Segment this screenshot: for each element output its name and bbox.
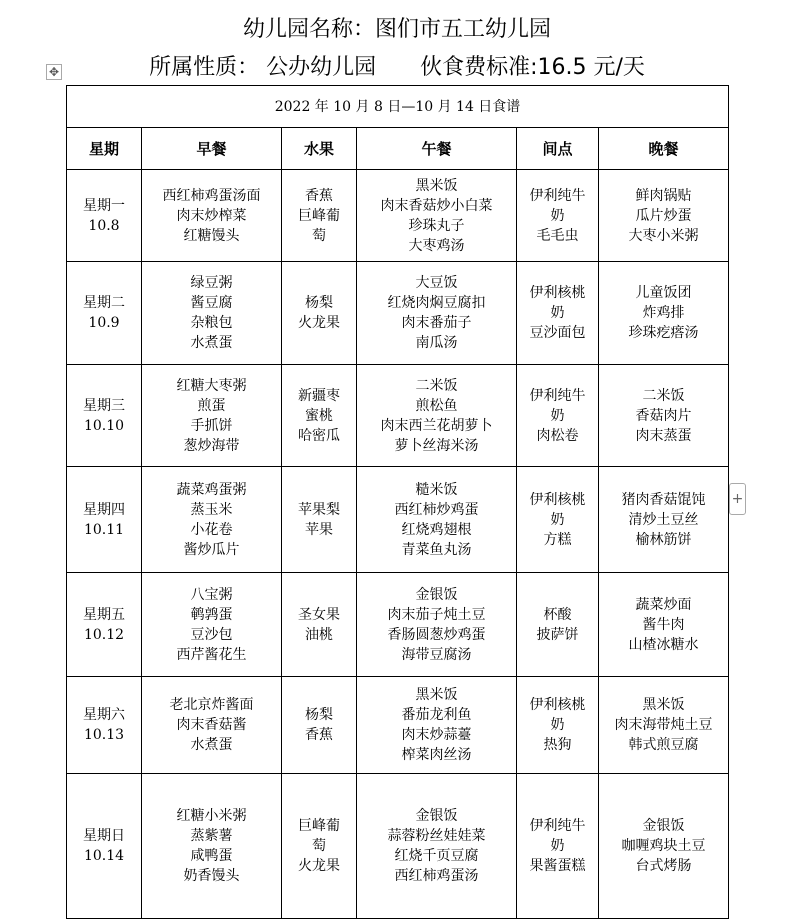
col-header-fruit: 水果 <box>282 128 357 170</box>
snack-line: 豆沙面包 <box>529 325 586 341</box>
menu-row <box>67 677 729 774</box>
lunch-cell <box>357 365 517 467</box>
fruit-line: 杨梨 <box>305 707 333 723</box>
menu-row <box>67 774 729 919</box>
snack-line: 奶 <box>550 207 565 224</box>
dinner-line: 咖喱鸡块土豆 <box>621 838 706 854</box>
lunch-line: 红烧肉焖豆腐扣 <box>387 295 486 311</box>
breakfast-cell <box>142 170 282 262</box>
breakfast-line: 红糖馒头 <box>183 227 240 244</box>
menu-row <box>67 262 729 365</box>
snack-line: 方糕 <box>543 531 572 548</box>
week-title-row <box>67 86 729 128</box>
fruit-line: 杨梨 <box>305 295 333 311</box>
lunch-line: 肉末炒蒜薹 <box>401 727 472 743</box>
fruit-cell <box>282 677 357 774</box>
lunch-line: 肉末西兰花胡萝卜 <box>380 417 493 434</box>
breakfast-cell <box>142 262 282 365</box>
breakfast-line: 煎蛋 <box>197 397 226 414</box>
dinner-cell <box>599 262 729 365</box>
fruit-line: 香蕉 <box>305 187 333 204</box>
menu-row <box>67 365 729 467</box>
breakfast-line: 小花卷 <box>190 521 233 538</box>
lunch-line: 榨菜肉丝汤 <box>401 747 472 763</box>
col-header-snack: 间点 <box>517 128 599 170</box>
day-cell <box>67 262 142 365</box>
breakfast-line: 水煮蛋 <box>190 737 233 753</box>
lunch-line: 金银饭 <box>415 808 458 824</box>
breakfast-line: 八宝粥 <box>190 586 233 603</box>
snack-line: 奶 <box>550 511 565 528</box>
snack-cell <box>517 467 599 573</box>
header-info-line <box>0 50 794 81</box>
lunch-line: 煎松鱼 <box>415 397 458 414</box>
day-line: 10.8 <box>88 217 120 234</box>
fruit-line: 巨峰葡 <box>298 207 340 224</box>
dinner-cell <box>599 573 729 677</box>
lunch-line: 糙米饭 <box>415 481 458 498</box>
lunch-cell <box>357 774 517 919</box>
fruit-line: 蜜桃 <box>305 407 333 424</box>
lunch-line: 红烧鸡翅根 <box>401 521 472 538</box>
snack-line: 伊利纯牛 <box>529 387 586 404</box>
dinner-line: 儿童饭团 <box>635 285 692 301</box>
breakfast-cell <box>142 365 282 467</box>
lunch-line: 黑米饭 <box>415 177 458 194</box>
breakfast-line: 水煮蛋 <box>190 335 233 351</box>
lunch-line: 珍珠丸子 <box>408 217 465 234</box>
fruit-line: 圣女果 <box>298 606 340 623</box>
menu-body <box>67 170 729 919</box>
fruit-cell <box>282 365 357 467</box>
snack-cell <box>517 573 599 677</box>
column-header-row <box>67 128 729 170</box>
lunch-cell <box>357 170 517 262</box>
fruit-line: 苹果 <box>305 521 333 538</box>
dinner-line: 猪肉香菇馄饨 <box>621 491 706 508</box>
snack-line: 奶 <box>550 407 565 424</box>
fruit-cell <box>282 262 357 365</box>
day-line: 10.10 <box>83 417 125 434</box>
fruit-line: 巨峰葡 <box>298 818 340 834</box>
dinner-line: 黑米饭 <box>642 697 685 713</box>
breakfast-line: 蒸玉米 <box>190 501 233 518</box>
day-cell <box>67 774 142 919</box>
kindergarten-name: 幼儿园名称：图们市五工幼儿园 <box>242 17 551 42</box>
col-header-dinner: 晚餐 <box>599 128 729 170</box>
lunch-line: 二米饭 <box>415 377 458 394</box>
snack-cell <box>517 365 599 467</box>
lunch-line: 番茄龙利鱼 <box>401 707 472 723</box>
lunch-line: 黑米饭 <box>415 687 458 703</box>
breakfast-line: 咸鸭蛋 <box>190 848 233 864</box>
breakfast-line: 奶香馒头 <box>183 868 240 884</box>
snack-cell <box>517 677 599 774</box>
day-line: 星期五 <box>83 606 125 623</box>
snack-line: 伊利纯牛 <box>529 187 586 204</box>
snack-cell <box>517 262 599 365</box>
day-line: 10.9 <box>88 315 120 331</box>
move-icon[interactable]: ✥ <box>46 64 62 80</box>
day-cell <box>67 365 142 467</box>
meal-fee-label: 伙食费标准:16.5 元/天 <box>420 55 645 80</box>
dinner-line: 大枣小米粥 <box>628 227 699 244</box>
lunch-line: 萝卜丝海米汤 <box>394 437 479 454</box>
day-line: 10.14 <box>83 848 125 864</box>
snack-line: 热狗 <box>543 737 572 753</box>
day-line: 星期四 <box>83 501 125 518</box>
lunch-line: 肉末茄子炖土豆 <box>387 606 486 623</box>
snack-line: 肉松卷 <box>536 427 579 444</box>
lunch-line: 南瓜汤 <box>415 335 458 351</box>
fruit-line: 新疆枣 <box>298 387 340 404</box>
lunch-cell <box>357 573 517 677</box>
breakfast-cell <box>142 677 282 774</box>
menu-table <box>66 85 729 919</box>
lunch-cell <box>357 677 517 774</box>
day-cell <box>67 170 142 262</box>
lunch-line: 大豆饭 <box>415 275 458 291</box>
menu-row <box>67 467 729 573</box>
dinner-line: 酱牛肉 <box>642 616 685 633</box>
day-line: 10.11 <box>83 521 125 538</box>
lunch-line: 西红柿鸡蛋汤 <box>394 868 479 884</box>
fruit-line: 萄 <box>312 227 326 244</box>
breakfast-line: 豆沙包 <box>190 626 233 643</box>
dinner-line: 山楂冰糖水 <box>628 636 699 653</box>
snack-line: 披萨饼 <box>536 626 579 643</box>
menu-row <box>67 573 729 677</box>
day-cell <box>67 677 142 774</box>
snack-line: 伊利核桃 <box>529 285 586 301</box>
day-line: 星期日 <box>83 828 125 844</box>
breakfast-cell <box>142 467 282 573</box>
breakfast-line: 绿豆粥 <box>190 275 233 291</box>
snack-line: 奶 <box>550 305 565 321</box>
breakfast-line: 红糖小米粥 <box>176 808 247 824</box>
lunch-line: 海带豆腐汤 <box>401 646 472 663</box>
breakfast-line: 西芹酱花生 <box>176 646 247 663</box>
breakfast-cell <box>142 573 282 677</box>
breakfast-line: 老北京炸酱面 <box>169 697 254 713</box>
day-line: 10.12 <box>83 626 125 643</box>
snack-line: 伊利纯牛 <box>529 818 586 834</box>
plus-icon[interactable]: + <box>729 483 746 515</box>
fruit-cell <box>282 573 357 677</box>
day-line: 星期六 <box>83 707 125 723</box>
fruit-cell <box>282 467 357 573</box>
lunch-line: 金银饭 <box>415 586 458 603</box>
dinner-line: 肉末蒸蛋 <box>635 427 692 444</box>
lunch-line: 红烧千页豆腐 <box>394 848 479 864</box>
day-line: 星期一 <box>83 197 125 214</box>
dinner-line: 珍珠疙瘩汤 <box>628 325 699 341</box>
breakfast-line: 酱豆腐 <box>190 295 233 311</box>
dinner-cell <box>599 774 729 919</box>
dinner-cell <box>599 677 729 774</box>
day-cell <box>67 467 142 573</box>
snack-line: 奶 <box>550 838 565 854</box>
col-header-lunch: 午餐 <box>357 128 517 170</box>
snack-cell <box>517 170 599 262</box>
breakfast-line: 肉末炒榨菜 <box>176 207 247 224</box>
dinner-line: 蔬菜炒面 <box>635 596 692 613</box>
nature-label: 所属性质： 公办幼儿园 <box>149 55 377 80</box>
lunch-line: 青菜鱼丸汤 <box>401 541 472 558</box>
fruit-cell <box>282 774 357 919</box>
dinner-cell <box>599 365 729 467</box>
dinner-cell <box>599 170 729 262</box>
fruit-line: 苹果梨 <box>298 501 340 518</box>
dinner-line: 台式烤肠 <box>635 858 692 874</box>
fruit-cell <box>282 170 357 262</box>
breakfast-line: 西红柿鸡蛋汤面 <box>162 187 261 204</box>
breakfast-line: 手抓饼 <box>190 417 233 434</box>
snack-line: 奶 <box>550 717 565 733</box>
week-title: 2022 年 10 月 8 日—10 月 14 日食谱 <box>67 86 729 128</box>
day-cell <box>67 573 142 677</box>
dinner-line: 韩式煎豆腐 <box>628 737 699 753</box>
col-header-breakfast: 早餐 <box>142 128 282 170</box>
dinner-line: 鲜肉锅贴 <box>635 187 692 204</box>
snack-line: 毛毛虫 <box>536 227 579 244</box>
breakfast-cell <box>142 774 282 919</box>
lunch-line: 西红柿炒鸡蛋 <box>394 501 479 518</box>
snack-line: 伊利核桃 <box>529 491 586 508</box>
lunch-cell <box>357 467 517 573</box>
fruit-line: 火龙果 <box>298 858 340 874</box>
dinner-line: 榆林筋饼 <box>635 531 692 548</box>
day-line: 星期二 <box>83 295 125 311</box>
snack-line: 果酱蛋糕 <box>529 858 586 874</box>
snack-line: 杯酸 <box>543 606 572 623</box>
breakfast-line: 红糖大枣粥 <box>176 377 247 394</box>
breakfast-line: 酱炒瓜片 <box>183 541 240 558</box>
menu-row <box>67 170 729 262</box>
lunch-line: 肉末番茄子 <box>401 315 472 331</box>
fruit-line: 火龙果 <box>298 315 340 331</box>
lunch-line: 大枣鸡汤 <box>408 237 465 254</box>
fruit-line: 香蕉 <box>305 727 333 743</box>
dinner-line: 香菇肉片 <box>635 407 692 424</box>
dinner-line: 清炒土豆丝 <box>628 511 699 528</box>
dinner-line: 金银饭 <box>642 818 685 834</box>
snack-line: 伊利核桃 <box>529 697 586 713</box>
dinner-line: 瓜片炒蛋 <box>635 207 692 224</box>
day-line: 10.13 <box>83 727 125 743</box>
day-line: 星期三 <box>83 397 125 414</box>
breakfast-line: 鹌鹑蛋 <box>190 606 233 623</box>
dinner-line: 炸鸡排 <box>642 305 685 321</box>
breakfast-line: 肉末香菇酱 <box>176 717 247 733</box>
fruit-line: 哈密瓜 <box>298 427 340 444</box>
dinner-line: 二米饭 <box>642 387 685 404</box>
breakfast-line: 蔬菜鸡蛋粥 <box>176 481 247 498</box>
breakfast-line: 葱炒海带 <box>183 437 240 454</box>
lunch-line: 香肠圆葱炒鸡蛋 <box>387 626 486 643</box>
dinner-cell <box>599 467 729 573</box>
lunch-line: 蒜蓉粉丝娃娃菜 <box>387 828 486 844</box>
dinner-line: 肉末海带炖土豆 <box>614 717 713 733</box>
fruit-line: 萄 <box>312 838 326 854</box>
snack-cell <box>517 774 599 919</box>
lunch-cell <box>357 262 517 365</box>
breakfast-line: 蒸紫薯 <box>190 828 233 844</box>
breakfast-line: 杂粮包 <box>190 315 233 331</box>
fruit-line: 油桃 <box>305 626 333 643</box>
col-header-day: 星期 <box>67 128 142 170</box>
lunch-line: 肉末香菇炒小白菜 <box>380 197 493 214</box>
